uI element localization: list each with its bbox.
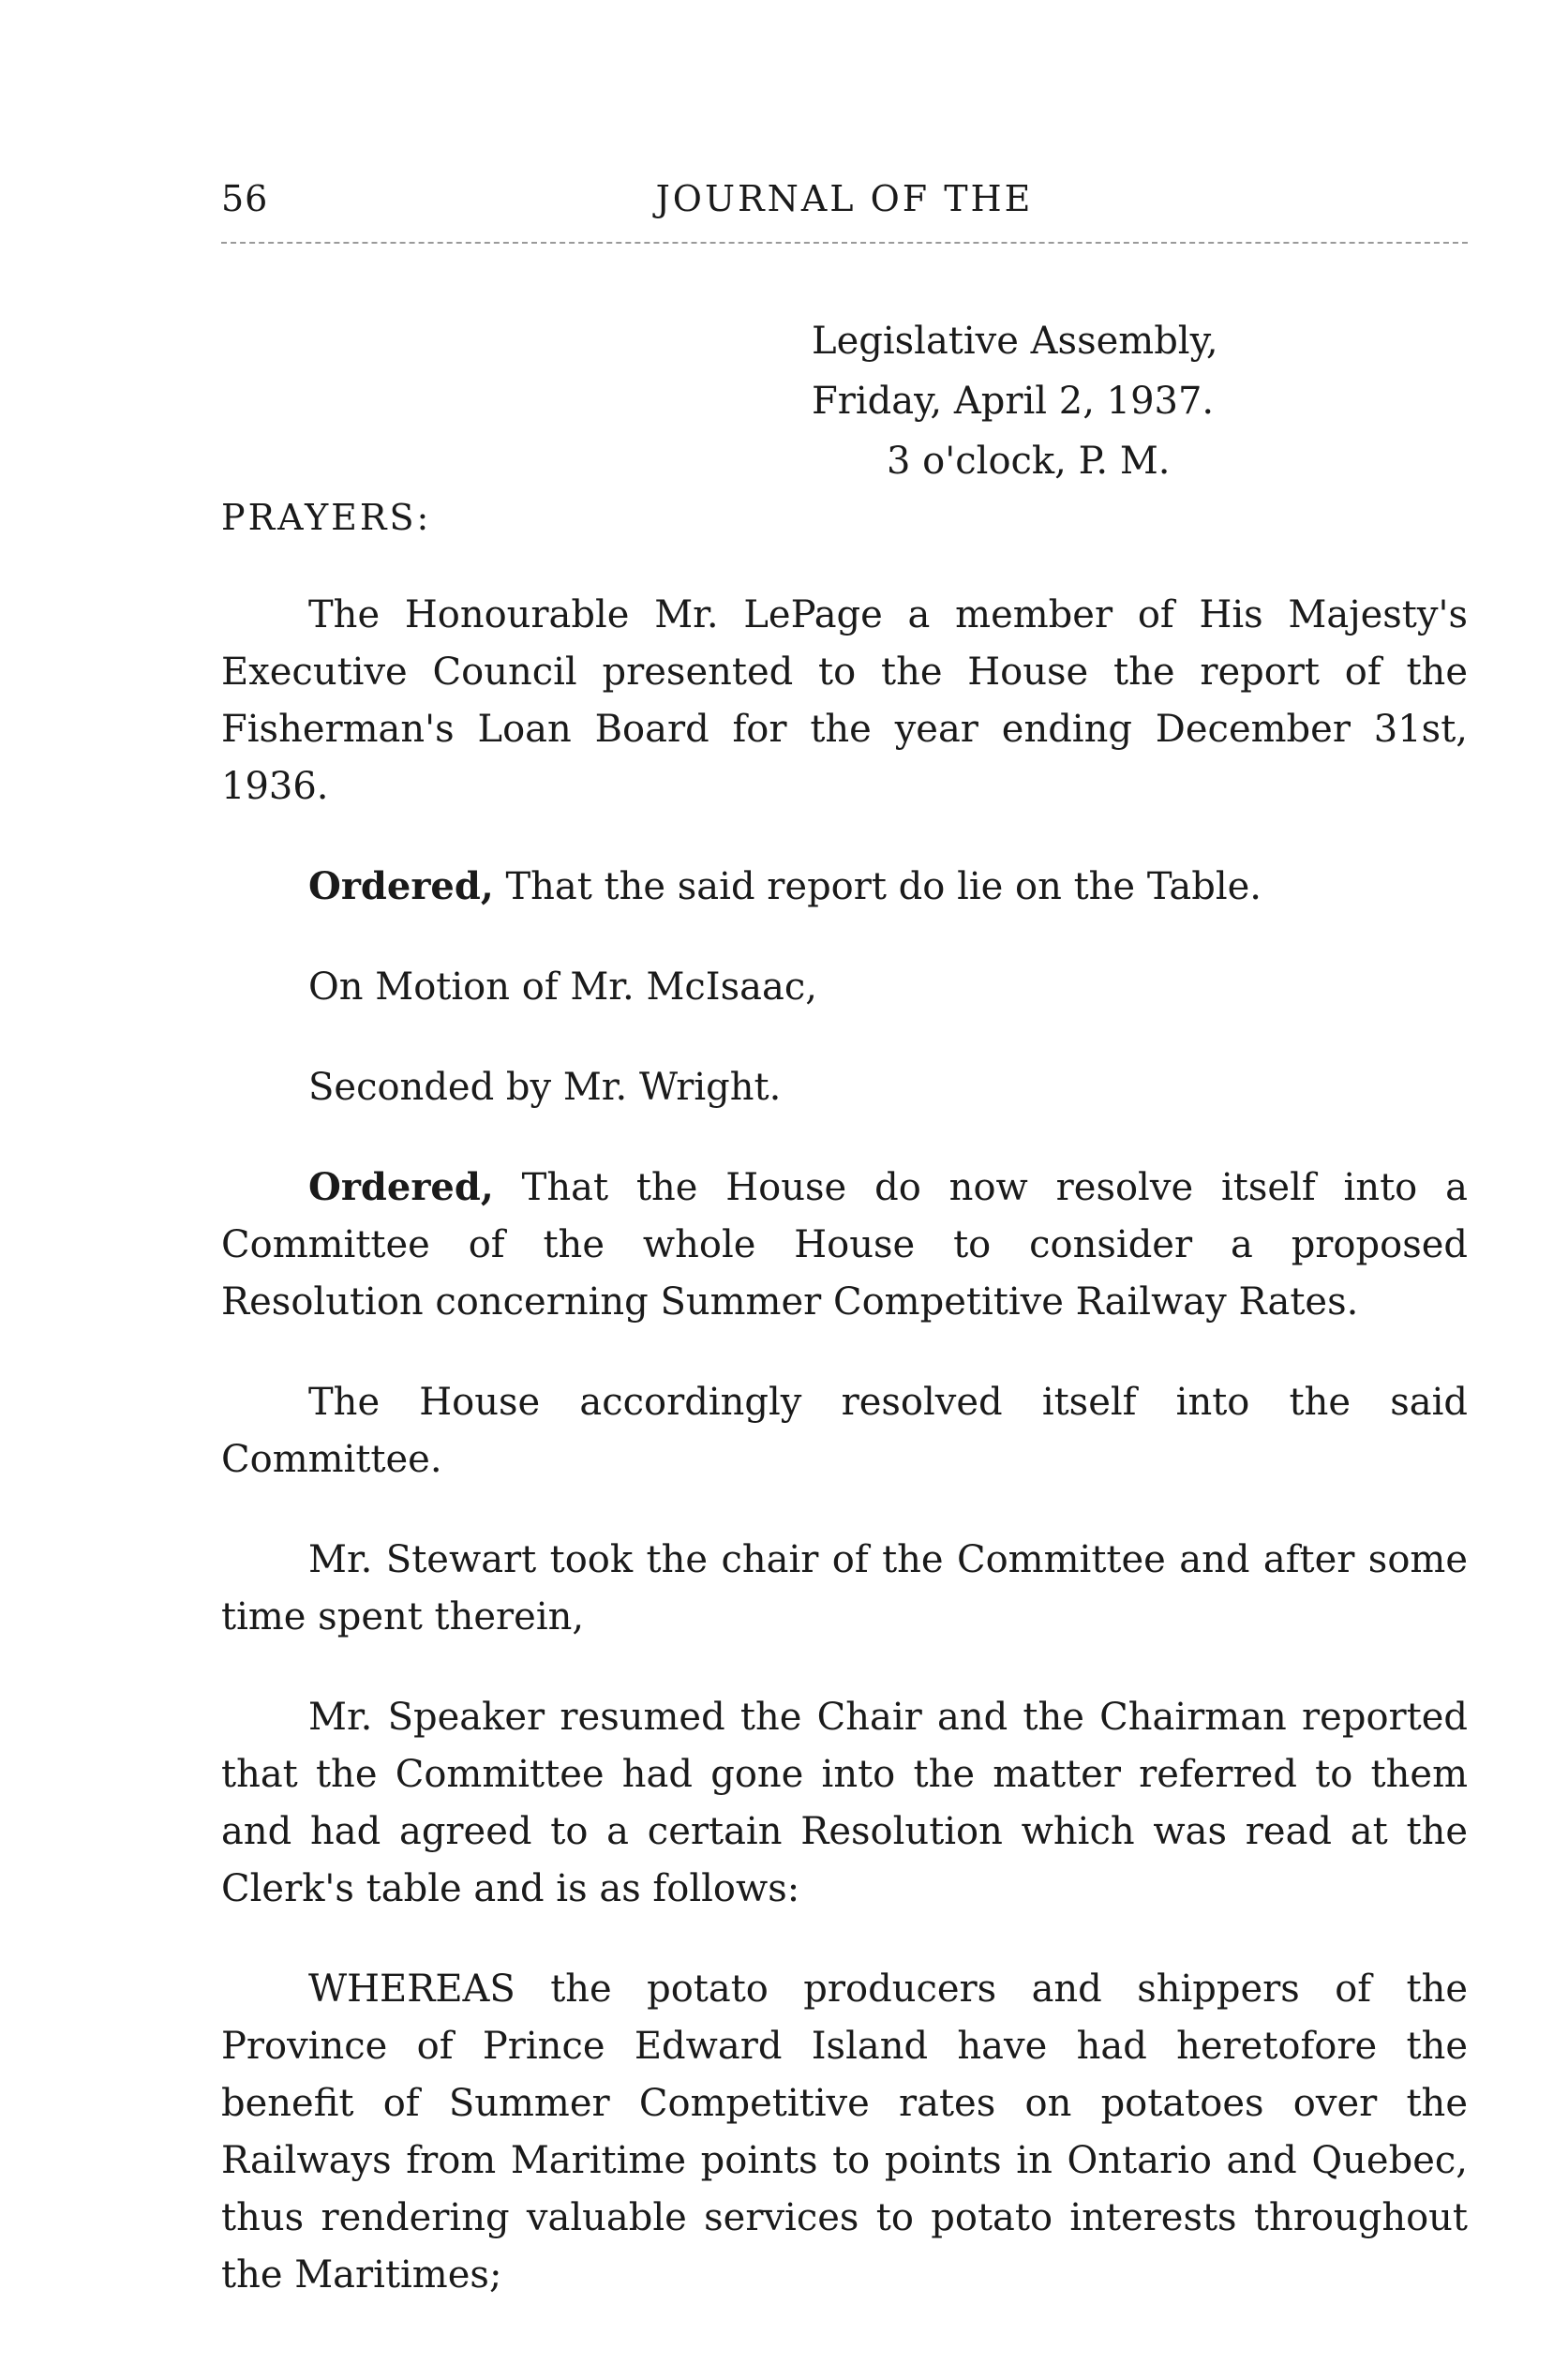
dateline-date: Friday, April 2, 1937. (812, 380, 1215, 423)
paragraph-ordered-committee (221, 1159, 1468, 1331)
paragraph-speaker-resumed (221, 1688, 1468, 1918)
paragraph-report-presented (221, 586, 1468, 815)
paragraph-lead: Ordered, (308, 1165, 494, 1209)
page-number: 56 (221, 178, 269, 219)
dateline-time: 3 o'clock, P. M. (887, 440, 1171, 483)
paragraph-house-resolved (221, 1373, 1468, 1489)
paragraph-whereas (221, 1960, 1468, 2304)
paragraph-motion (221, 958, 1468, 1016)
dateline-assembly: Legislative Assembly, (812, 320, 1218, 363)
paragraph-seconded (221, 1058, 1468, 1116)
paragraph-text: That the said report do lie on the Table. (493, 865, 1262, 908)
paragraph-text: On Motion of Mr. McIsaac, (308, 965, 817, 1009)
paragraph-ordered-table (221, 858, 1468, 916)
paragraph-stewart-chair (221, 1531, 1468, 1646)
page-header (221, 178, 1468, 225)
journal-body (221, 586, 1468, 2346)
header-rule (221, 242, 1468, 244)
paragraph-text: Seconded by Mr. Wright. (308, 1066, 782, 1109)
paragraph-text: That the House do now resolve itself into a Committee of the whole House to consider a proposed Resolution concerning Summer Competitive Railway Rates. (221, 1166, 1468, 1324)
paragraph-text: The House accordingly resolved itself into the said Committee. (221, 1381, 1468, 1481)
paragraph-text: The Honourable Mr. LePage a member of His Majesty's Executive Council presented to the House the report of the Fisherman's Loan Board for the year ending December 31st, 1936. (221, 593, 1468, 808)
paragraph-text: WHEREAS the potato producers and shippers of the Province of Prince Edward Island have had heretofore the benefit of Summer Competitive rates on potatoes over the Railways from Maritime points to points in Ontario and Quebec, thus rendering valuable services to potato interests throughout the Maritimes; (221, 1968, 1468, 2297)
paragraph-text: Mr. Stewart took the chair of the Committee and after some time spent therein, (221, 1538, 1468, 1638)
dateline (812, 311, 1218, 491)
paragraph-lead: Ordered, (308, 864, 494, 908)
paragraph-text: Mr. Speaker resumed the Chair and the Chairman reported that the Committee had gone into the matter referred to them and had agreed to a certain Resolution which was read at the Clerk's table and is as follows: (221, 1696, 1468, 1910)
running-head: JOURNAL OF THE (655, 178, 1034, 219)
prayers-label: PRAYERS: (221, 497, 432, 538)
